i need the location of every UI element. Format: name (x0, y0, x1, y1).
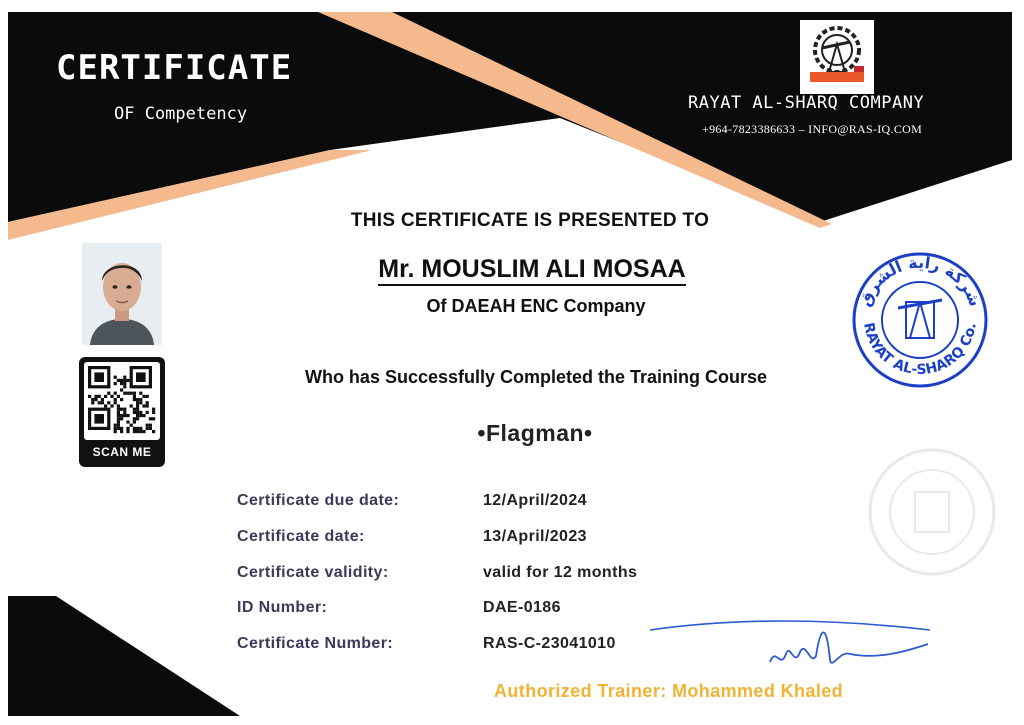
certificate-number-value: RAS-C-23041010 (483, 635, 616, 652)
due-date-value: 12/April/2024 (483, 492, 587, 509)
qr-caption: SCAN ME (92, 445, 152, 459)
faint-stamp (870, 450, 994, 574)
recipient-name-wrap (0, 255, 1024, 284)
company-contact: +964-7823386633 – INFO@RAS-IQ.COM (702, 122, 923, 136)
recipient-company: Of DAEAH ENC Company (426, 296, 646, 316)
company-logo (800, 20, 874, 94)
course-name: •Flagman• (477, 420, 593, 446)
trainer-signature (640, 610, 940, 680)
id-number-value: DAE-0186 (483, 599, 561, 616)
due-date-label: Certificate due date: (237, 492, 400, 509)
id-number-label: ID Number: (237, 599, 328, 616)
certificate-number-label: Certificate Number: (237, 635, 394, 652)
stamp-top-text: شركة راية الشرق (855, 252, 985, 310)
certificate-title: CERTIFICATE (56, 48, 293, 88)
company-name: RAYAT AL-SHARQ COMPANY (688, 93, 925, 113)
validity-label: Certificate validity: (237, 564, 389, 581)
certificate-subtitle: OF Competency (114, 104, 248, 124)
certificate-date-value: 13/April/2023 (483, 528, 587, 545)
stamp-bottom-text: RAYAT AL-SHARQ Co. (860, 321, 980, 379)
recipient-name: Mr. MOUSLIM ALI MOSAA (378, 255, 685, 286)
presented-to-heading: THIS CERTIFICATE IS PRESENTED TO (350, 210, 710, 231)
completion-text: Who has Successfully Completed the Training Course (304, 367, 768, 387)
authorized-trainer: Authorized Trainer: Mohammed Khaled (494, 681, 844, 701)
certificate-date-label: Certificate date: (237, 528, 365, 545)
validity-value: valid for 12 months (483, 564, 638, 581)
